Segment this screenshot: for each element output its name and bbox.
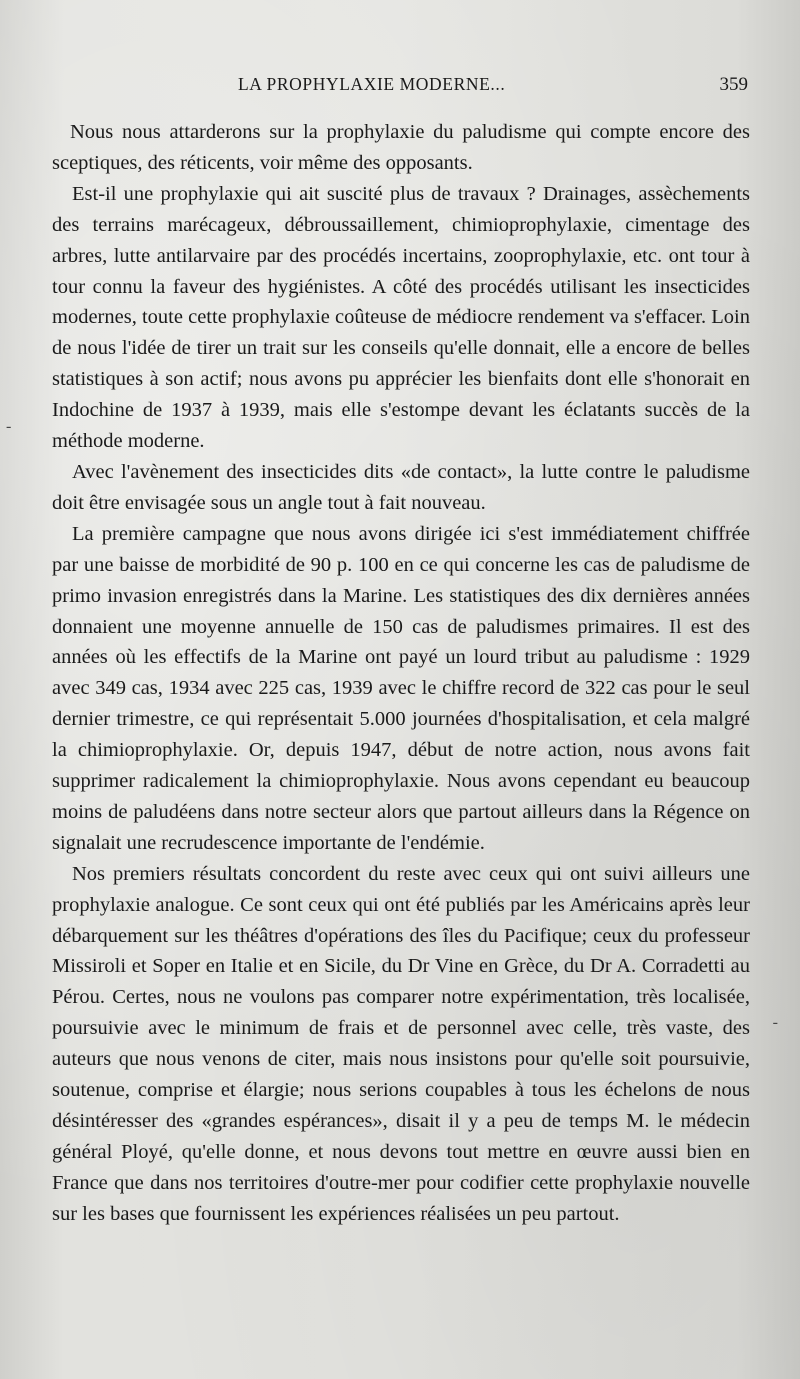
paragraph: Est-il une prophylaxie qui ait suscité plus de travaux ? Drainages, assèchements des terrains marécageux, débroussaillement, chimioprophylaxie, cimentage des arbres, lutte antilarvaire par des procédés incertains, zooprophylaxie, etc. ont tour à tour connu la faveur des hygiénistes. A côté des procédés utilisant les insecticides modernes, toute cette prophylaxie coûteuse de médiocre rendement va s'effacer. Loin de nous l'idée de tirer un trait sur les conseils qu'elle donnait, elle a encore de belles statistiques à son actif; nous avons pu apprécier les bienfaits dont elle s'honorait en Indochine de 1937 à 1939, mais elle s'estompe devant les éclatants succès de la méthode moderne. [52,182,750,453]
body-text [52,117,750,1230]
running-title: LA PROPHYLAXIE MODERNE... [238,74,506,94]
paragraph: Nos premiers résultats concordent du reste avec ceux qui ont suivi ailleurs une prophylaxie analogue. Ce sont ceux qui ont été publiés par les Américains après leur débarquement sur les théâtres d'opérations des îles du Pacifique; ceux du professeur Missiroli et Soper en Italie et en Sicile, du Dr Vine en Grèce, du Dr A. Corradetti au Pérou. Certes, nous ne voulons pas comparer notre expérimentation, très localisée, poursuivie avec le minimum de frais et de personnel avec celle, très vaste, des auteurs que nous venons de citer, mais nous insistons pour qu'elle soit poursuivie, soutenue, comprise et élargie; nous serions coupables à tous les échelons de nous désintéresser des «grandes espérances», disait il y a peu de temps M. le médecin général Ployé, qu'elle donne, et nous devons tout mettre en œuvre aussi bien en France que dans nos territoires d'outre-mer pour codifier cette prophylaxie nouvelle sur les bases que fournissent les expériences réalisées un peu partout. [52,862,750,1225]
page-number: 359 [719,74,748,95]
margin-mark-right: - [772,1014,778,1031]
running-head [52,74,748,102]
paragraph: Nous nous attarderons sur la prophylaxie du paludisme qui compte encore des sceptiques, des réticents, voir même des opposants. [52,121,750,174]
paragraph: La première campagne que nous avons dirigée ici s'est immédiatement chiffrée par une baisse de morbidité de 90 p. 100 en ce qui concerne les cas de paludisme de primo invasion enregistrés dans la Marine. Les statistiques des dix dernières années donnaient une moyenne annuelle de 150 cas de paludismes primaires. Il est des années où les effectifs de la Marine ont payé un lourd tribut au paludisme : 1929 avec 349 cas, 1934 avec 225 cas, 1939 avec le chiffre record de 322 cas pour le seul dernier trimestre, ce qui représentait 5.000 journées d'hospitalisation, et cela malgré la chimioprophylaxie. Or, depuis 1947, début de notre action, nous avons fait supprimer radicalement la chimioprophylaxie. Nous avons cependant eu beaucoup moins de paludéens dans notre secteur alors que partout ailleurs dans la Régence on signalait une recrudescence importante de l'endémie. [52,522,750,854]
paragraph: Avec l'avènement des insecticides dits «de contact», la lutte contre le paludisme doit être envisagée sous un angle tout à fait nouveau. [52,460,750,514]
margin-mark-left: - [6,418,12,435]
